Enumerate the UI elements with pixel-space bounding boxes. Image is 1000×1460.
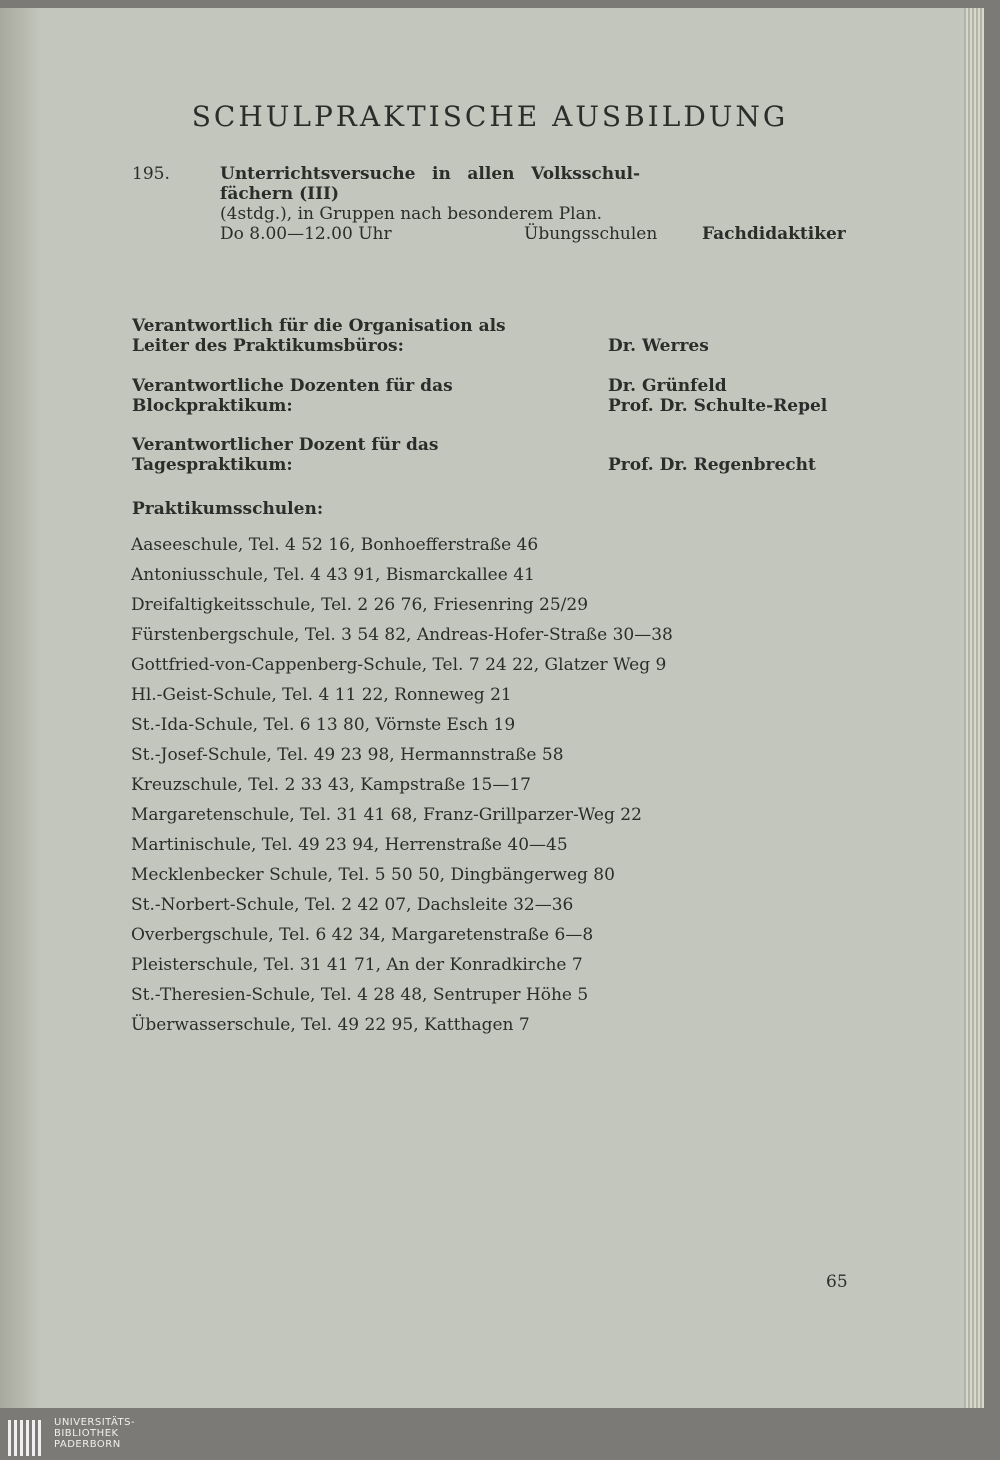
list-item: Gottfried-von-Cappenberg-Schule, Tel. 7 24 22, Glatzer Weg 9 bbox=[131, 655, 667, 675]
list-item: Dreifaltigkeitsschule, Tel. 2 26 76, Friesenring 25/29 bbox=[131, 595, 589, 615]
page-number: 65 bbox=[826, 1272, 848, 1292]
list-item: Überwasserschule, Tel. 49 22 95, Katthagen 7 bbox=[131, 1015, 530, 1035]
responsibility-name: Prof. Dr. Regenbrecht bbox=[608, 455, 816, 475]
list-item: St.-Josef-Schule, Tel. 49 23 98, Hermannstraße 58 bbox=[131, 745, 564, 765]
logo-line: BIBLIOTHEK bbox=[54, 1428, 119, 1439]
page-gutter bbox=[0, 8, 40, 1408]
responsibility-label-line: Tagespraktikum: bbox=[132, 455, 293, 475]
schools-heading: Praktikumsschulen: bbox=[132, 499, 324, 519]
responsibility-name bbox=[608, 376, 827, 416]
responsibility-label-line: Blockpraktikum: bbox=[132, 396, 293, 416]
school-list bbox=[131, 530, 673, 1040]
list-item: St.-Norbert-Schule, Tel. 2 42 07, Dachsleite 32—36 bbox=[131, 895, 574, 915]
list-item: Fürstenbergschule, Tel. 3 54 82, Andreas-Hofer-Straße 30—38 bbox=[131, 625, 673, 645]
list-item: Antoniusschule, Tel. 4 43 91, Bismarckallee 41 bbox=[131, 565, 535, 585]
list-item: Hl.-Geist-Schule, Tel. 4 11 22, Ronneweg 21 bbox=[131, 685, 512, 705]
course-number: 195. bbox=[132, 164, 170, 184]
responsibility-label-line: Verantwortlich für die Organisation als bbox=[132, 316, 506, 336]
list-item: Mecklenbecker Schule, Tel. 5 50 50, Dingbängerweg 80 bbox=[131, 865, 615, 885]
responsibility-label bbox=[132, 376, 542, 416]
list-item: Margaretenschule, Tel. 31 41 68, Franz-Grillparzer-Weg 22 bbox=[131, 805, 642, 825]
responsibility-label bbox=[132, 435, 542, 475]
list-item: Pleisterschule, Tel. 31 41 71, An der Konradkirche 7 bbox=[131, 955, 583, 975]
logo-line: PADERBORN bbox=[54, 1439, 121, 1450]
page-title: SCHULPRAKTISCHE AUSBILDUNG bbox=[191, 100, 789, 133]
list-item: Kreuzschule, Tel. 2 33 43, Kampstraße 15—17 bbox=[131, 775, 531, 795]
course-description: (4stdg.), in Gruppen nach besonderem Plan. bbox=[220, 204, 603, 224]
responsibility-name-line: Prof. Dr. Schulte-Repel bbox=[608, 396, 828, 416]
course-title bbox=[220, 164, 640, 204]
course-lecturer: Fachdidaktiker bbox=[702, 224, 846, 244]
course-title-line: Unterrichtsversuche in allen Volksschul- bbox=[220, 164, 640, 184]
responsibility-label-line: Verantwortlicher Dozent für das bbox=[132, 435, 439, 455]
course-time: Do 8.00—12.00 Uhr bbox=[220, 224, 392, 244]
list-item: Overbergschule, Tel. 6 42 34, Margaretenstraße 6—8 bbox=[131, 925, 594, 945]
list-item: Aaseeschule, Tel. 4 52 16, Bonhoefferstraße 46 bbox=[131, 535, 539, 555]
responsibility-label-line: Leiter des Praktikumsbüros: bbox=[132, 336, 404, 356]
list-item: Martinischule, Tel. 49 23 94, Herrenstraße 40—45 bbox=[131, 835, 568, 855]
page-edge bbox=[964, 8, 984, 1408]
library-logo-text bbox=[54, 1417, 135, 1450]
list-item: St.-Theresien-Schule, Tel. 4 28 48, Sentruper Höhe 5 bbox=[131, 985, 589, 1005]
library-logo-icon bbox=[6, 1418, 46, 1458]
responsibility-label-line: Verantwortliche Dozenten für das bbox=[132, 376, 453, 396]
course-location: Übungsschulen bbox=[524, 224, 658, 244]
responsibility-name: Dr. Werres bbox=[608, 336, 709, 356]
course-title-line: fächern (III) bbox=[220, 184, 340, 204]
logo-line: UNIVERSITÄTS- bbox=[54, 1417, 136, 1428]
responsibility-label bbox=[132, 316, 542, 356]
footer-bar bbox=[0, 1412, 1000, 1460]
list-item: St.-Ida-Schule, Tel. 6 13 80, Vörnste Esch 19 bbox=[131, 715, 516, 735]
responsibility-name-line: Dr. Grünfeld bbox=[608, 376, 727, 396]
